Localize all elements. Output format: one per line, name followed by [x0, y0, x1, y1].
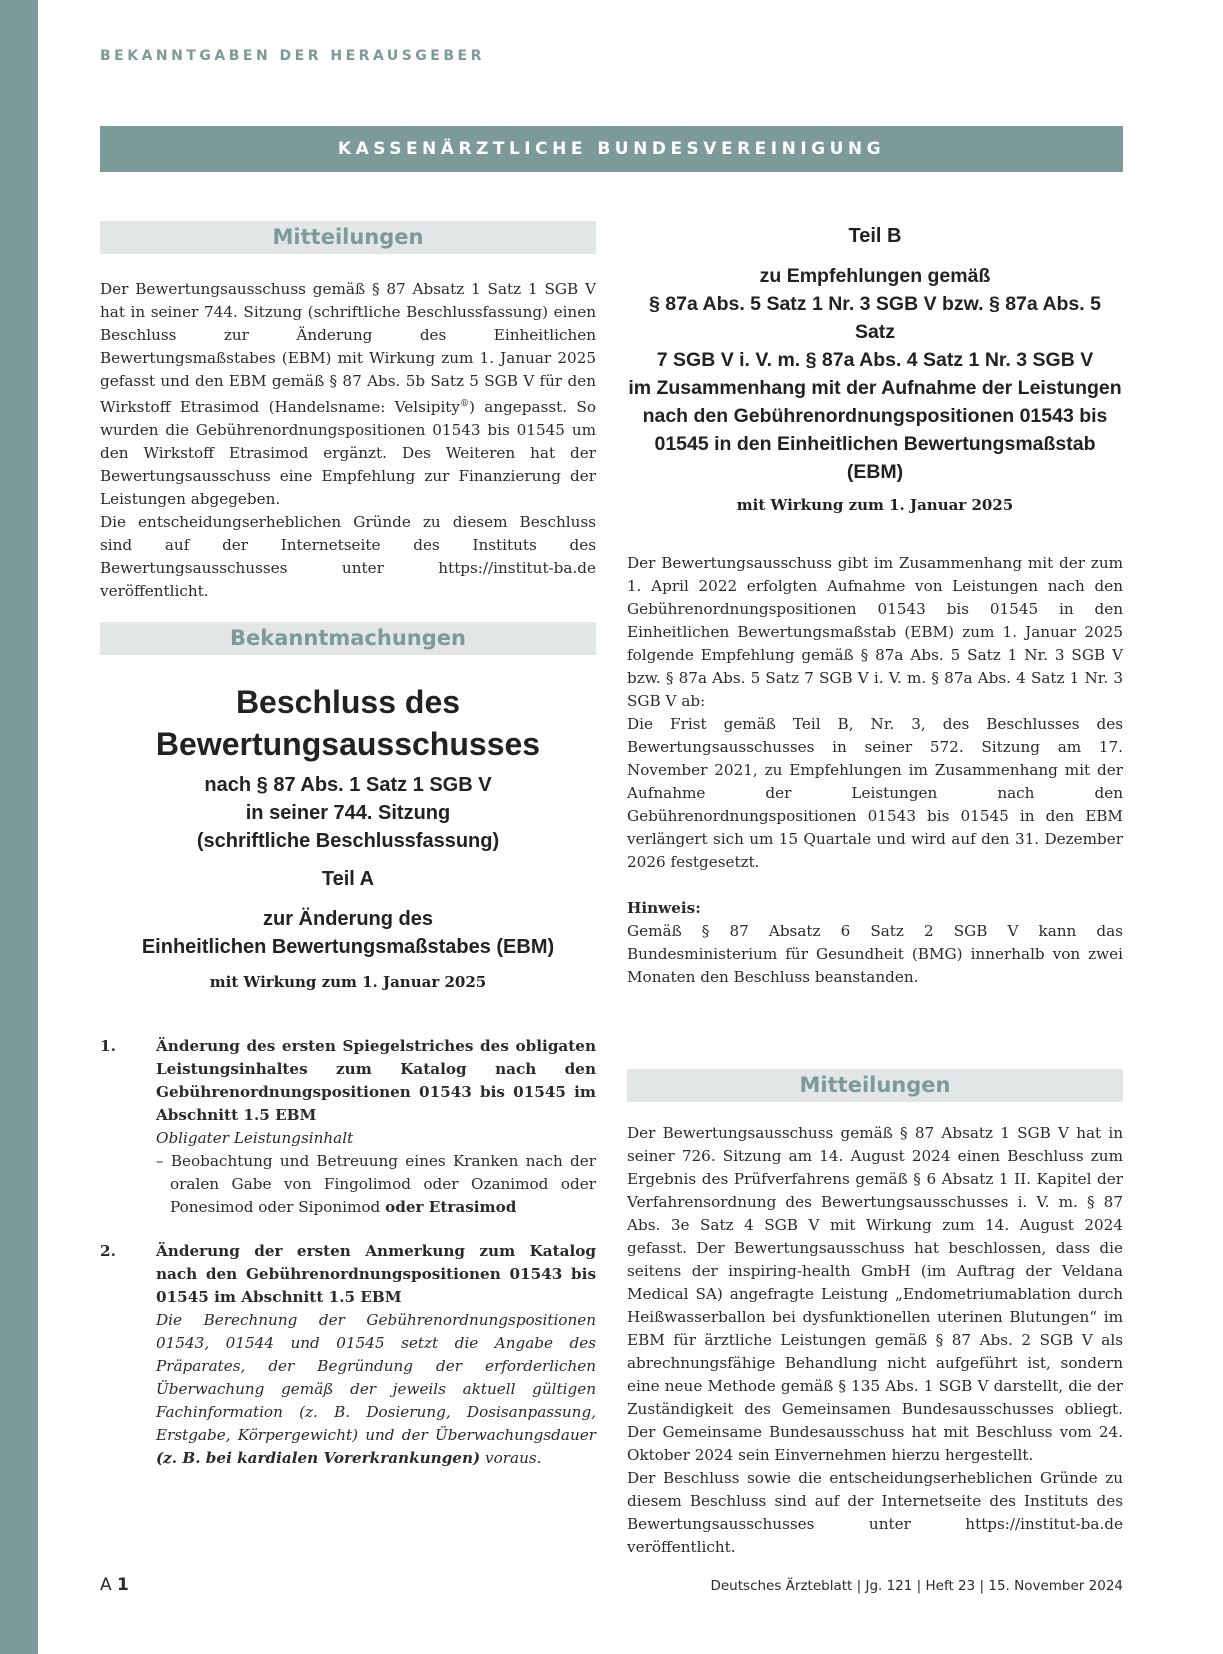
teil-b-subject: zu Empfehlungen gemäß § 87a Abs. 5 Satz 1 Nr. 3 SGB V bzw. § 87a Abs. 5 Satz 7 SGB V i. V. m. § 87a Abs. 4 Satz 1 Nr. 3 SGB V im Zusammenhang mit der Aufnahme der Leistungen nach den Gebührenordnungspositionen 01543 bis 01545 in den Einheitlichen Bewertungsmaßstab (EBM)	[628, 265, 1122, 483]
teil-b-effective-date: mit Wirkung zum 1. Januar 2025	[736, 496, 1014, 514]
journal-footer: Deutsches Ärzteblatt | Jg. 121 | Heft 23 | 15. November 2024	[710, 1578, 1123, 1594]
hinweis-label: Hinweis:	[627, 899, 701, 917]
mitteilungen-2-paragraph-2: Der Beschluss sowie die entscheidungserheblichen Gründe zu diesem Beschluss sind auf der Internetseite des Instituts des Bewertungsausschusses unter https://institut-ba.de veröffentlicht.	[627, 1469, 1123, 1556]
organization-band: KASSENÄRZTLICHE BUNDESVEREINIGUNG	[100, 126, 1123, 172]
mitteilungen-paragraph-2: Die entscheidungserheblichen Gründe zu diesem Beschluss sind auf der Internetseite des Instituts des Bewertungsausschusses unter https://institut-ba.de veröffentlicht.	[100, 513, 596, 601]
item-subheading: Obligater Leistungsinhalt	[156, 1129, 354, 1147]
left-margin-bar	[0, 0, 38, 1654]
teil-a-subject: zur Änderung des Einheitlichen Bewertungsmaßstabes (EBM)	[141, 908, 555, 958]
section-heading-mitteilungen: Mitteilungen	[100, 221, 596, 254]
item-heading: Änderung des ersten Spiegelstriches des obligaten Leistungsinhaltes zum Katalog nach den Gebührenordnungspositionen 01543 bis 01545 im Abschnitt 1.5 EBM	[156, 1037, 596, 1124]
section-kicker: BEKANNTGABEN DER HERAUSGEBER	[100, 48, 485, 64]
teil-a-effective-date: mit Wirkung zum 1. Januar 2025	[209, 973, 487, 991]
left-bekanntmachungen-section	[100, 622, 596, 991]
amendment-list	[100, 1035, 596, 1470]
resolution-title: Beschluss des Bewertungsausschusses	[155, 684, 541, 762]
item-heading: Änderung der ersten Anmerkung zum Katalog nach den Gebührenordnungspositionen 01543 bis 01545 im Abschnitt 1.5 EBM	[156, 1242, 596, 1306]
hinweis-text: Gemäß § 87 Absatz 6 Satz 2 SGB V kann das Bundesministerium für Gesundheit (BMG) innerhalb von zwei Monaten den Beschluss beanstanden.	[627, 922, 1123, 986]
item-number: 1.	[100, 1037, 116, 1055]
page-number: A 1	[100, 1575, 129, 1595]
teil-b-paragraph-2: Die Frist gemäß Teil B, Nr. 3, des Beschlusses des Bewertungsausschusses in seiner 572. Sitzung am 17. November 2021, zu Empfehlungen im Zusammenhang mit der Aufnahme der Leistungen nach den Gebührenordnungspositionen 01543 bis 01545 in den EBM verlängert sich um 15 Quartale und wird auf den 31. Dezember 2026 festgesetzt.	[627, 715, 1123, 871]
mitteilungen-2-paragraph-1: Der Bewertungsausschuss gemäß § 87 Absatz 1 SGB V hat in seiner 726. Sitzung am 14. August 2024 einen Beschluss zum Ergebnis des Prüfverfahrens gemäß § 6 Absatz 1 II. Kapitel der Verfahrensordnung des Bewertungsausschusses i. V. m. § 87 Abs. 3e Satz 4 SGB V mit Wirkung zum 14. August 2024 gefasst. Der Bewertungsausschuss hat beschlossen, dass die seitens der inspiring-health GmbH (im Auftrag der Veldana Medical SA) angefragte Leistung „Endometriumablation durch Heißwasserballon bei dysfunktionellen uterinen Blutungen“ im EBM für ärztliche Leistungen gemäß § 87 Abs. 2 SGB V als abrechnungsfähige Behandlung nicht aufgeführt ist, sondern eine neue Methode gemäß § 135 Abs. 1 SGB V darstellt, die der Zuständigkeit des Gemeinsamen Bundesausschusses obliegt. Der Gemeinsame Bundesausschuss hat mit Beschluss vom 24. Oktober 2024 sein Einvernehmen hierzu hergestellt.	[627, 1124, 1123, 1464]
amendment-item-2	[100, 1240, 596, 1470]
amendment-item-1	[100, 1035, 596, 1219]
teil-b-paragraph-1: Der Bewertungsausschuss gibt im Zusammenhang mit der zum 1. April 2022 erfolgten Aufnahme von Leistungen nach den Gebührenordnungspositionen 01543 bis 01545 in den Einheitlichen Bewertungsmaßstab (EBM) zum 1. Januar 2025 folgende Empfehlung gemäß § 87a Abs. 5 Satz 1 Nr. 3 SGB V bzw. § 87a Abs. 5 Satz 7 SGB V i. V. m. § 87a Abs. 4 Satz 1 Nr. 3 SGB V ab:	[627, 554, 1123, 710]
right-mitteilungen-section	[627, 1069, 1123, 1559]
resolution-subtitle: nach § 87 Abs. 1 Satz 1 SGB V in seiner 744. Sitzung (schriftliche Beschlussfassung)	[196, 774, 500, 852]
section-heading-bekanntmachungen: Bekanntmachungen	[100, 622, 596, 655]
item-number: 2.	[100, 1242, 116, 1260]
teil-b-label: Teil B	[848, 225, 902, 247]
item-italic-text: Die Berechnung der Gebührenordnungspositionen 01543, 01544 und 01545 setzt die Angabe des Präparates, der Begründung der erforderlichen Überwachung gemäß der jeweils aktuell gültigen Fachinformation (z. B. Dosierung, Dosisanpassung, Erstgabe, Körpergewicht) und der Überwachungsdauer (z. B. bei kardialen Vorerkrankungen) voraus.	[156, 1311, 596, 1467]
section-heading-mitteilungen-2: Mitteilungen	[627, 1069, 1123, 1102]
left-mitteilungen-section	[100, 221, 596, 603]
item-dash-line: – Beobachtung und Betreuung eines Kranken nach der oralen Gabe von Fingolimod oder Ozanimod oder Ponesimod oder Siponimod oder Etrasimod	[156, 1152, 596, 1216]
mitteilungen-paragraph-1: Der Bewertungsausschuss gemäß § 87 Absatz 1 Satz 1 SGB V hat in seiner 744. Sitzung (schriftliche Beschlussfassung) einen Beschluss zur Änderung des Einheitlichen Bewertungsmaßstabes (EBM) mit Wirkung zum 1. Januar 2025 gefasst und den EBM gemäß § 87 Abs. 5b Satz 5 SGB V für den Wirkstoff Etrasimod (Handelsname: Velsipity®) angepasst. So wurden die Gebührenordnungspositionen 01543 bis 01545 um den Wirkstoff Etrasimod ergänzt. Des Weiteren hat der Bewertungsausschuss eine Empfehlung zur Finanzierung der Leistungen abgegeben.	[100, 280, 596, 509]
teil-b-section	[627, 222, 1123, 989]
teil-a-label: Teil A	[321, 868, 375, 890]
